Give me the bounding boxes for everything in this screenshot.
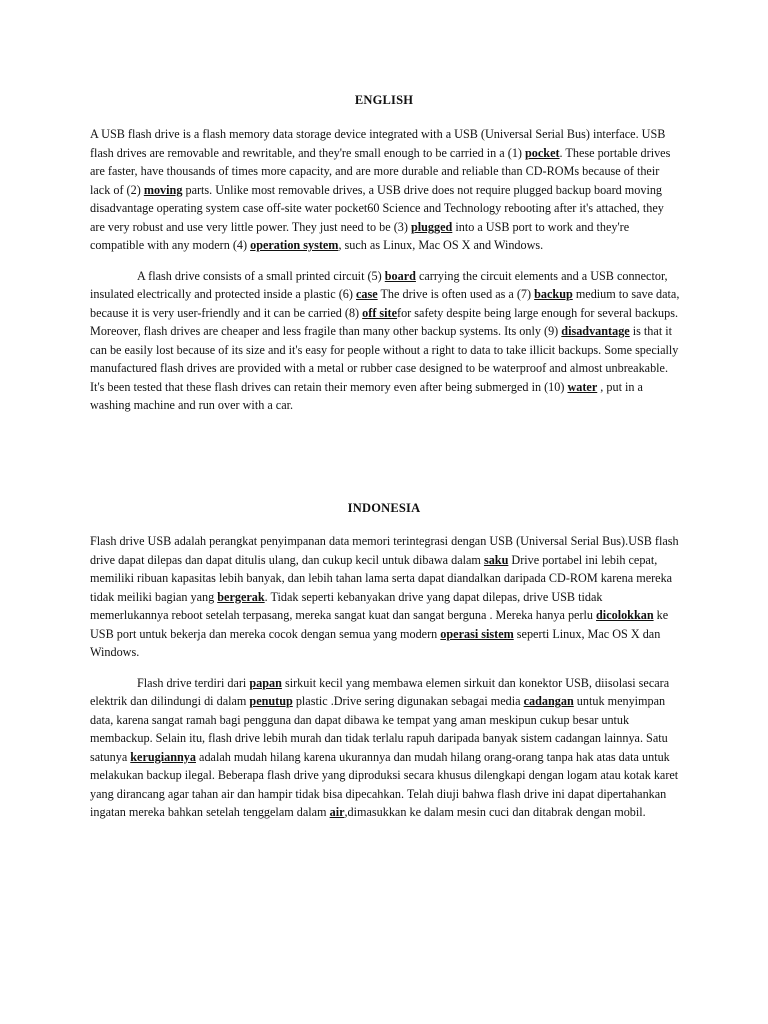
answer-keyword: disadvantage (561, 324, 630, 338)
text-run: adalah mudah hilang karena ukurannya dan mudah hilang orang-orang tanpa hak atas data untuk melakukan backup ilegal. Beberapa flash drive yang diproduksi secara khusus dilengkapi dengan logam atau kotak karet yang dirancang agar tahan air dan hampir tidak bisa dipecahkan. Telah diuji bahwa flash drive ini dapat dipertahankan ingatan mereka bahkan setelah tenggelam dalam (90, 749, 679, 819)
answer-keyword: moving (143, 182, 183, 197)
text-run: for safety despite being large enough for several backups. Moreover, flash drives are cheaper and less fragile than many other backup systems. Its only (9) (90, 305, 679, 338)
text-run: Drive portabel ini lebih cepat, memiliki ribuan kapasitas lebih banyak, dan lebih tahan lama serta dapat diandalkan daripada CD-ROM karena mereka tidak meiliki bagian yang (90, 552, 673, 604)
text-run: parts. Unlike most removable drives, a USB drive does not require plugged backup board moving disadvantage operating system case off-site water pocket60 Science and Technology rebooting after it's attached, they are very robust and use very little power. They just need to be (3) (90, 182, 664, 234)
text-run: medium to save data, because it is very user-friendly and it can be carried (8) (90, 287, 680, 320)
answer-keyword: penutup (249, 694, 293, 708)
indonesia-section (90, 532, 680, 822)
english-paragraph-2 (90, 267, 680, 415)
answer-keyword: case (356, 287, 378, 301)
text-run: A USB flash drive is a flash memory data storage device integrated with a USB (Universal Serial Bus) interface. USB flash drives are removable and rewritable, and they're small enough to be carried in a (1) (90, 127, 666, 160)
text-run: Flash drive USB adalah perangkat penyimpanan data memori terintegrasi dengan USB (Universal Serial Bus).USB flash drive dapat dilepas dan dapat ditulis ulang, dan cukup kecil untuk dibawa dalam (90, 534, 679, 567)
answer-keyword: backup (534, 287, 573, 301)
answer-keyword: pocket (525, 145, 560, 160)
english-heading: ENGLISH (354, 93, 414, 107)
answer-keyword: saku (483, 552, 509, 567)
answer-keyword: kerugiannya (130, 749, 196, 764)
answer-keyword: board (384, 268, 416, 283)
text-run: , such as Linux, Mac OS X and Windows. (338, 238, 544, 252)
indonesia-paragraph-2 (90, 674, 680, 822)
text-run: . Tidak seperti kebanyakan drive yang dapat dilepas, drive USB tidak memerlukannya reboot setelah terpasang, mereka sangat kuat dan sangat berguna . Mereka hanya perlu (90, 589, 603, 622)
answer-keyword: plugged (410, 219, 453, 234)
answer-keyword: papan (249, 675, 282, 690)
text-run: sirkuit kecil yang membawa elemen sirkuit dan konektor USB, diisolasi secara elektrik dan dilindungi di dalam (90, 675, 670, 708)
text-run: carrying the circuit elements and a USB connector, insulated electrically and protected inside a plastic (6) (90, 268, 668, 301)
text-run: plastic .Drive sering digunakan sebagai media (292, 694, 524, 708)
text-run: . These portable drives are faster, have thousands of times more capacity, and are more durable and reliable than CD-ROMs because of their lack of (2) (90, 145, 671, 197)
text-run: untuk menyimpan data, karena sangat ramah bagi pengguna dan dapat dibawa ke tempat yang aman meskipun cukup besar untuk membackup. Selain itu, flash drive lebih murah dan tidak terlalu rapuh daripada banyak sistem cadangan lainnya. Satu satunya (90, 694, 668, 764)
text-run: Flash drive terdiri dari (137, 675, 250, 690)
answer-keyword: bergerak (217, 589, 265, 604)
text-run: ke USB port untuk bekerja dan mereka cocok dengan semua yang modern (90, 608, 669, 641)
text-run: into a USB port to work and they're compatible with any modern (4) (90, 219, 630, 252)
english-paragraph-1 (90, 125, 680, 255)
text-run: seperti Linux, Mac OS X dan Windows. (90, 626, 661, 659)
answer-keyword: off site (362, 305, 398, 320)
answer-keyword: water (567, 379, 598, 394)
indonesia-heading: INDONESIA (347, 501, 421, 515)
text-run: is that it can be easily lost because of its size and it's easy for people without a right to data to take illicit backups. Some specially manufactured flash drives are provided with a metal or rubber case designed to be waterproof and almost unbreakable. It's been tested that these flash drives can retain their memory even after being submerged in (10) (90, 324, 679, 394)
text-run: ,dimasukkan ke dalam mesin cuci dan ditabrak dengan mobil. (344, 805, 646, 819)
text-run: , put in a washing machine and run over with a car. (90, 379, 643, 412)
answer-keyword: air (329, 805, 345, 819)
answer-keyword: cadangan (523, 694, 574, 708)
answer-keyword: dicolokkan (596, 608, 654, 622)
answer-keyword: operasi sistem (440, 626, 514, 641)
text-run: The drive is often used as a (7) (377, 287, 535, 301)
indonesia-paragraph-1 (90, 532, 680, 662)
answer-keyword: operation system (250, 238, 339, 252)
text-run: A flash drive consists of a small printed circuit (5) (137, 268, 385, 283)
english-section (90, 125, 680, 415)
